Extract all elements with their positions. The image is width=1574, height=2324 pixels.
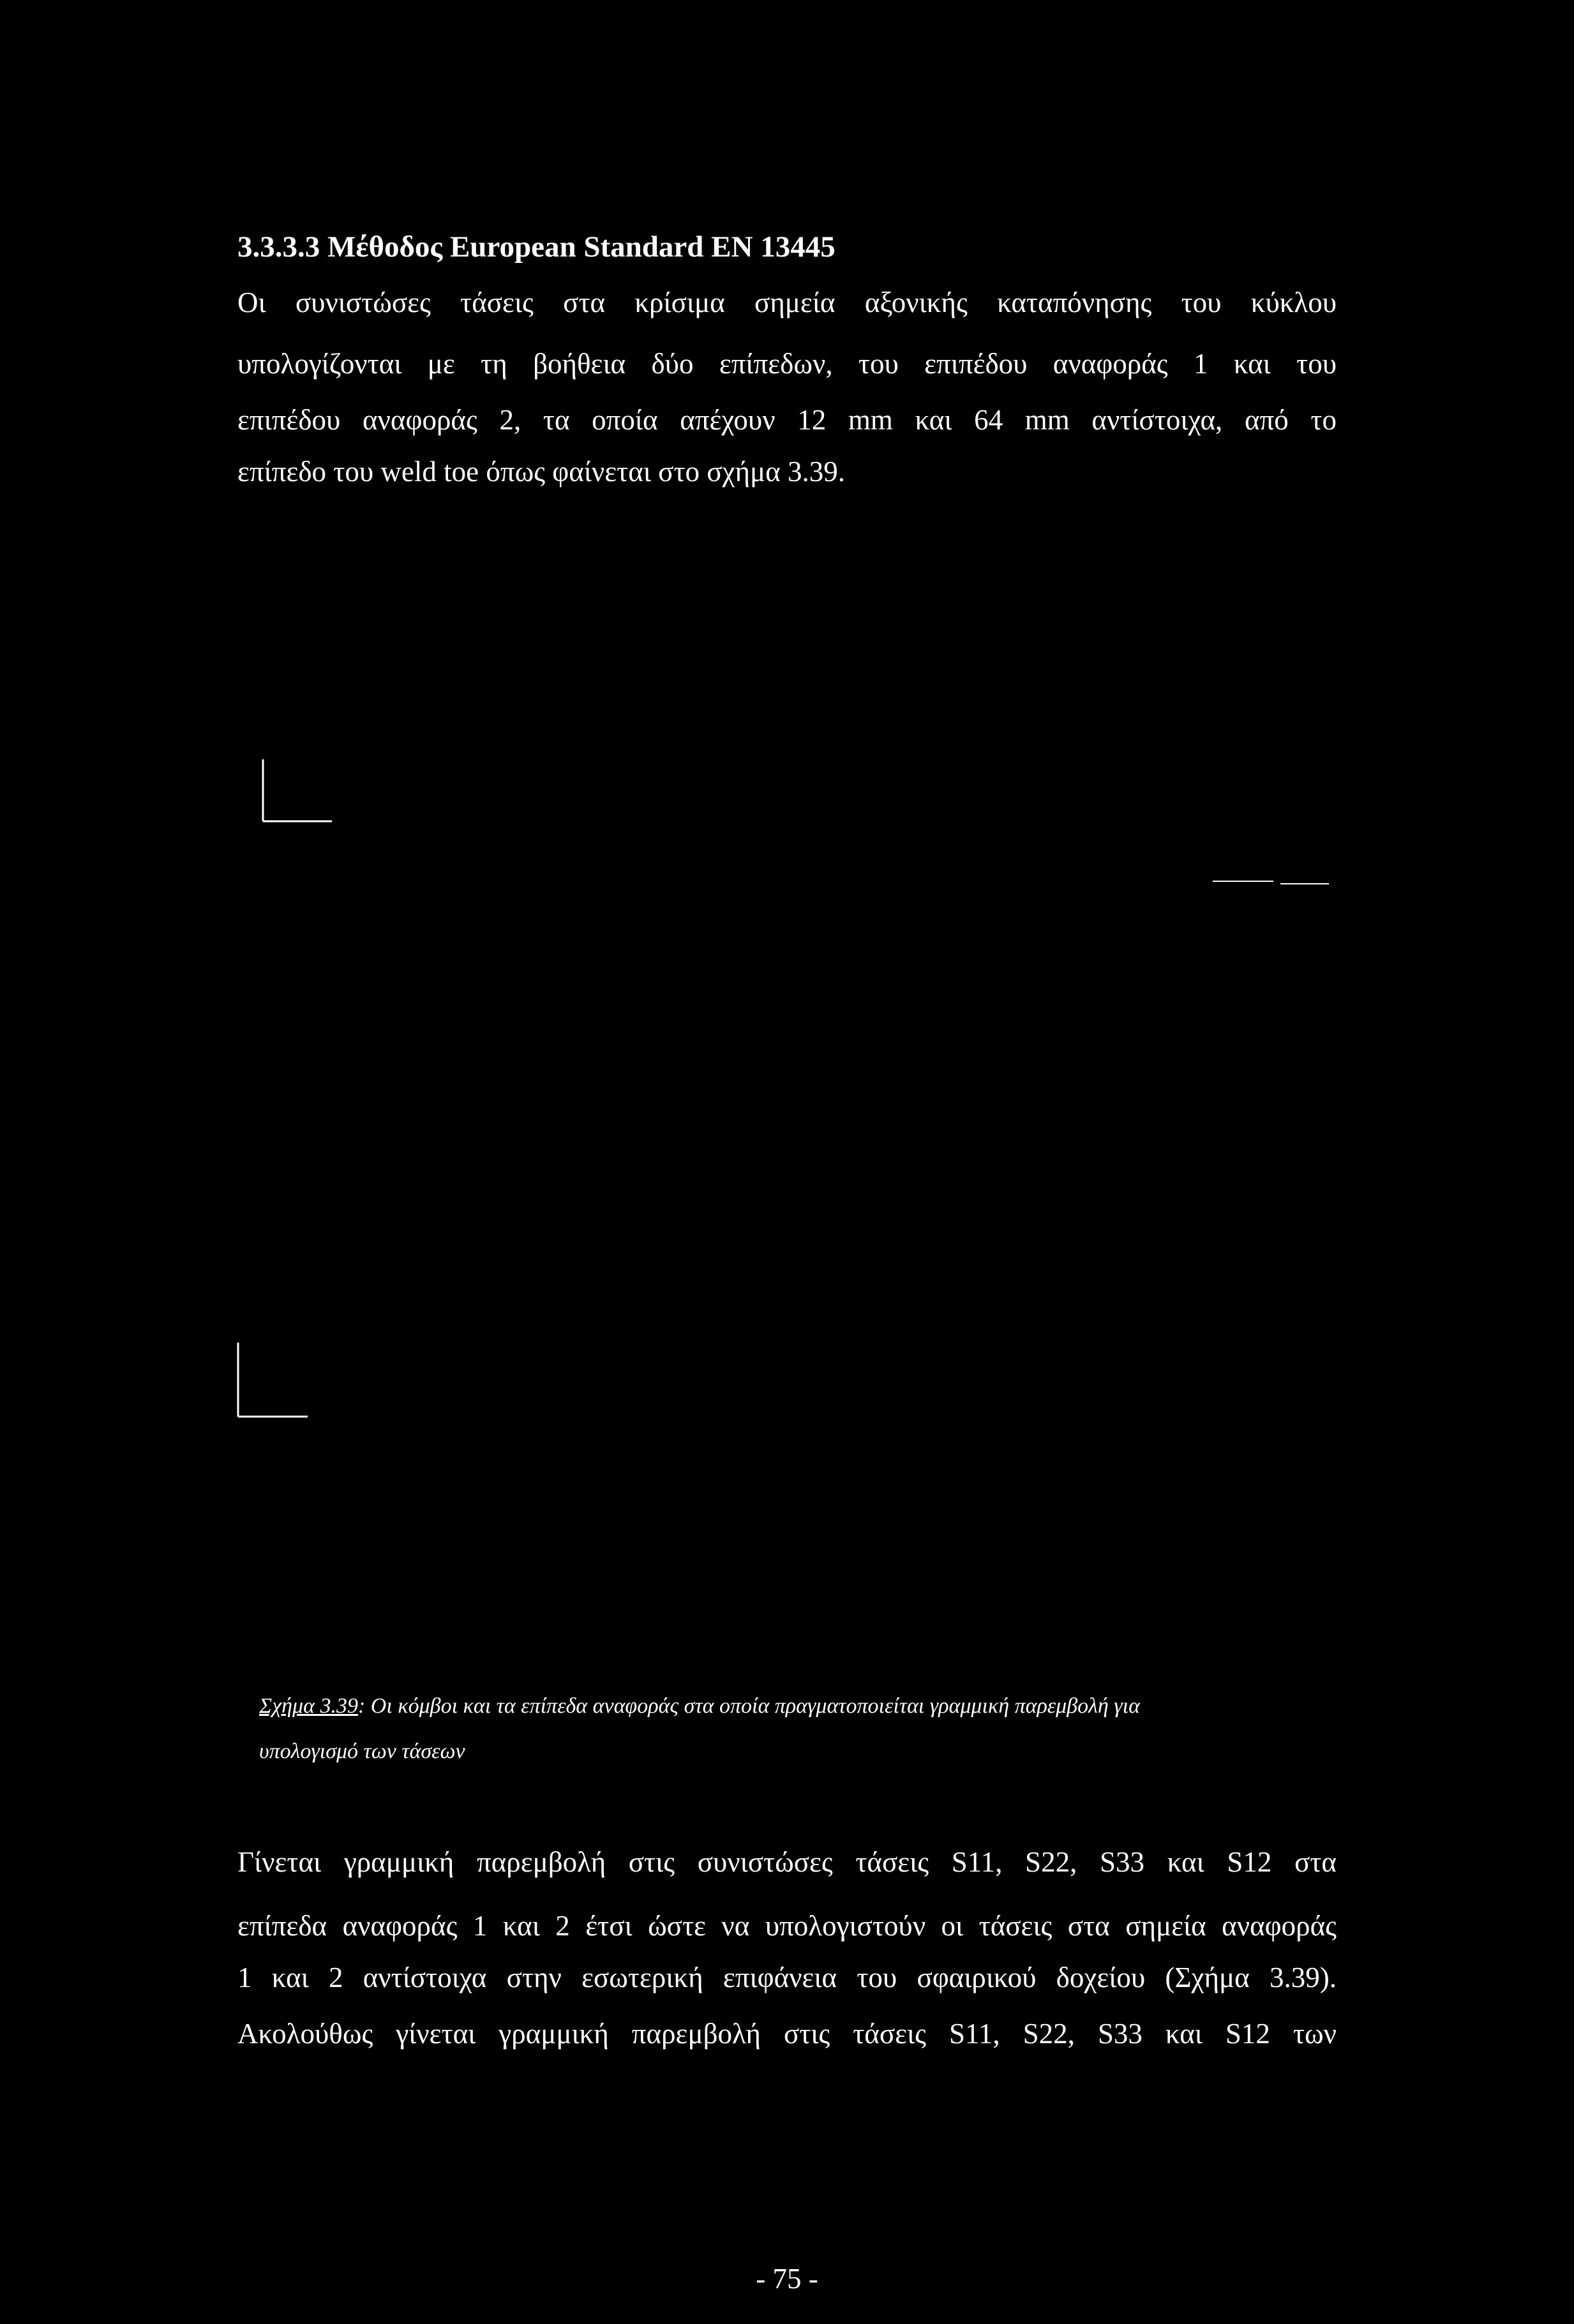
- body-line-1: Γίνεται γραμμική παρεμβολή στις συνιστώσες τάσεις S11, S22, S33 και S12 στα: [237, 1846, 1337, 1878]
- section-heading: 3.3.3.3 Μέθοδος European Standard EN 13445: [237, 230, 836, 264]
- caption-label: Σχήμα 3.39: [259, 1694, 358, 1718]
- reference-bracket-top: [263, 759, 332, 821]
- caption-text: : Οι κόμβοι και τα επίπεδα αναφοράς στα οποία πραγματοποιείται γραμμική παρεμβολή για: [357, 1694, 1140, 1718]
- intro-line-4: επίπεδο του weld toe όπως φαίνεται στο σχήμα 3.39.: [237, 456, 845, 488]
- reference-bracket-bottom: [238, 1343, 308, 1417]
- body-line-3: 1 και 2 αντίστοιχα στην εσωτερική επιφάνεια του σφαιρικού δοχείου (Σχήμα 3.39).: [237, 1962, 1337, 1993]
- intro-line-1: Οι συνιστώσες τάσεις στα κρίσιμα σημεία αξονικής καταπόνησης του κύκλου: [237, 287, 1337, 318]
- intro-line-3: επιπέδου αναφοράς 2, τα οποία απέχουν 12 mm και 64 mm αντίστοιχα, από το: [237, 404, 1337, 436]
- reference-dashes-right: [1213, 881, 1329, 884]
- caption-line-2: υπολογισμό των τάσεων: [259, 1739, 465, 1763]
- body-line-2: επίπεδα αναφοράς 1 και 2 έτσι ώστε να υπολογιστούν οι τάσεις στα σημεία αναφοράς: [237, 1910, 1337, 1942]
- intro-line-2: υπολογίζονται με τη βοήθεια δύο επίπεδων, του επιπέδου αναφοράς 1 και του: [237, 348, 1337, 380]
- body-line-4: Ακολούθως γίνεται γραμμική παρεμβολή στις τάσεις S11, S22, S33 και S12 των: [237, 2018, 1337, 2050]
- page-number: - 75 -: [756, 2263, 818, 2295]
- caption-line-1: [259, 1694, 1344, 1718]
